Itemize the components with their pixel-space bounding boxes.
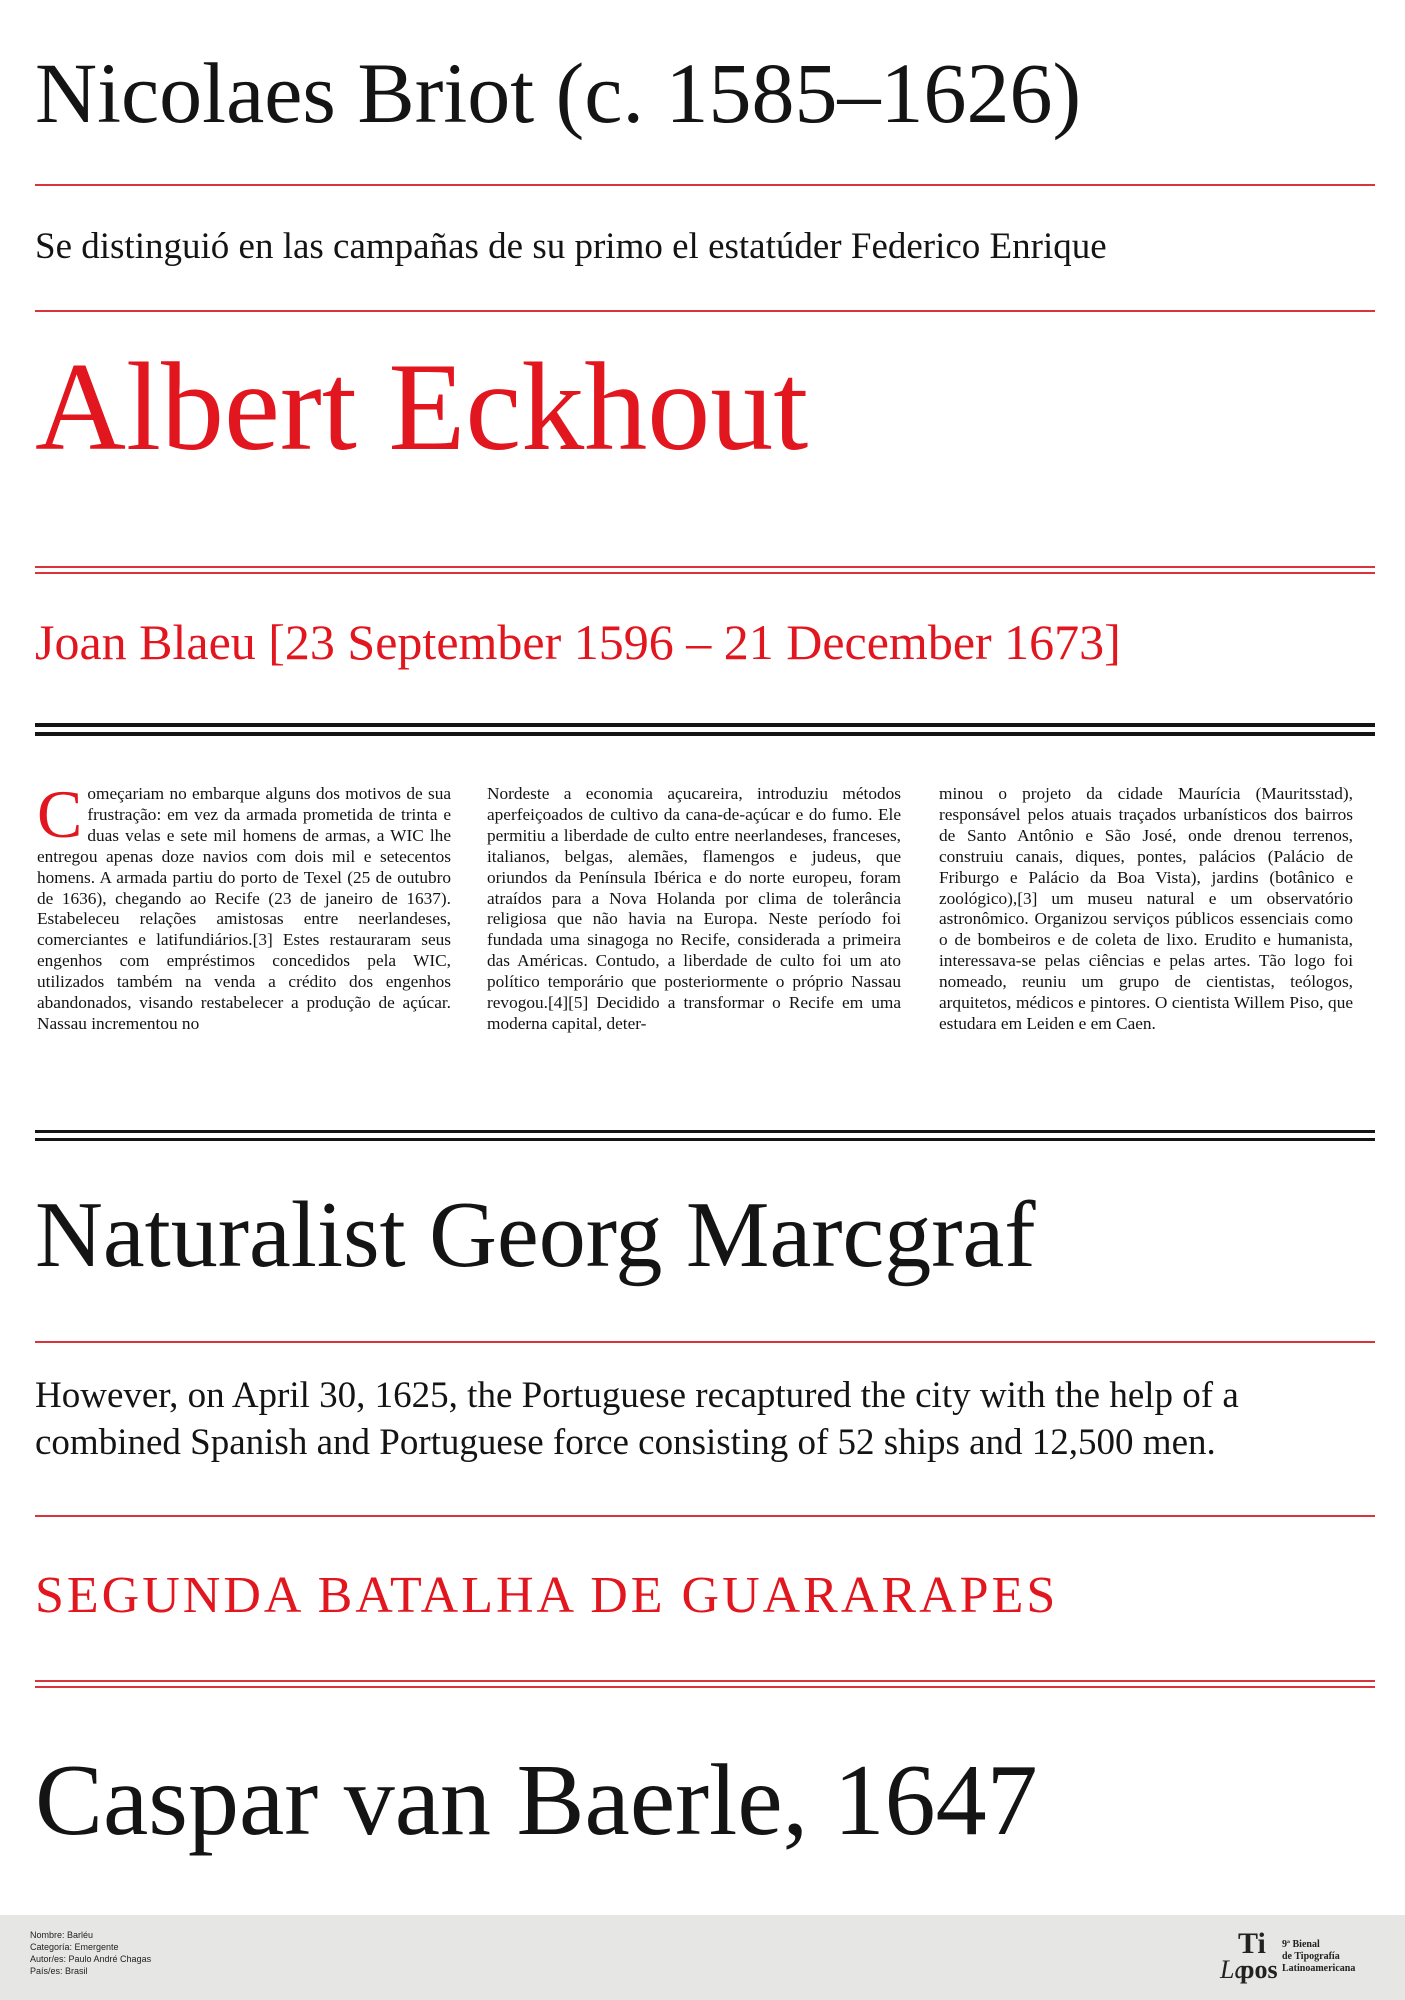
logo-mark-icon — [1218, 1925, 1276, 1987]
logo-line-1: 9ª Bienal — [1282, 1939, 1320, 1950]
credit-author: Autor/es: Paulo André Chagas — [30, 1954, 152, 1964]
drop-cap: C — [37, 776, 83, 852]
bienal-logo — [1218, 1921, 1388, 1993]
text-column-3: minou o projeto da cidade Maurícia (Mauritsstad), responsável pelos atuais traçados urbanísticos dos bairros de Santo Antônio e São José, onde drenou terrenos, construiu canais, diques, pontes, palácios (Palácio de Friburgo e Palácio da Boa Vista), jardins (botânico e zoológico),[3] um museu natural e um observatório astronômico. Organizou serviços públicos essenciais como o de bombeiros e de coleta de lixo. Erudito e humanista, interessava-se pelas ciências e pelas artes. Tão logo foi nomeado, reuniu um grupo de cientistas, teólogos, arquitetos, médicos e pintores. O cientista Willem Piso, que estudara em Leiden e em Caen. — [939, 784, 1353, 1033]
divider-red — [35, 184, 1375, 186]
logo-mark-la: La — [1220, 1955, 1248, 1984]
paragraph-april-1625: However, on April 30, 1625, the Portuguese recaptured the city with the help of a combined Spanish and Portuguese force consisting of 52 ships and 12,500 men. — [35, 1375, 1239, 1463]
divider-black-double — [35, 1130, 1375, 1133]
headline-caspar-van-baerle: Caspar van Baerle, 1647 — [35, 1744, 1038, 1857]
text-column-2: Nordeste a economia açucareira, introduziu métodos aperfeiçoados de cultivo da cana-de-açúcar e do fumo. Ele permitiu a liberdade de culto entre neerlandeses, franceses, italianos, belgas, alemães, flamengos e judeus, que oriundos da Península Ibérica e do norte europeu, foram atraídos para a Nova Holanda por clima de tolerância religiosa que não havia na Europa. Neste período foi fundada uma sinagoga no Recife, considerada a primeira das Américas. Contudo, a liberdade de culto foi um ato político temporário que posteriormente o próprio Nassau revogou.[4][5] Decidido a transformar o Recife em uma moderna capital, deter- — [487, 784, 901, 1033]
text-column-1 — [37, 776, 451, 1035]
headline-albert-eckhout: Albert Eckhout — [35, 338, 809, 477]
divider-red — [35, 1341, 1375, 1343]
credits-block — [30, 1929, 151, 1977]
subtitle-distinguio: Se distinguió en las campañas de su primo el estatúder Federico Enrique — [35, 226, 1107, 267]
divider-red — [35, 1515, 1375, 1517]
credit-country: País/es: Brasil — [30, 1966, 88, 1976]
credit-category: Categoría: Emergente — [30, 1942, 119, 1952]
logo-mark-ti: Ti — [1238, 1927, 1266, 1960]
divider-black-double — [35, 723, 1375, 727]
logo-text — [1282, 1939, 1355, 1975]
headline-nicolaes-briot: Nicolaes Briot (c. 1585–1626) — [35, 45, 1082, 141]
divider-red — [35, 310, 1375, 312]
footer-bar — [0, 1915, 1405, 2000]
divider-red-double — [35, 1680, 1375, 1682]
logo-line-2: de Tipografía — [1282, 1951, 1340, 1962]
heading-segunda-batalha: SEGUNDA BATALHA DE GUARARAPES — [35, 1567, 1059, 1624]
subtitle-joan-blaeu: Joan Blaeu [23 September 1596 – 21 December 1673] — [35, 614, 1121, 670]
headline-georg-marcgraf: Naturalist Georg Marcgraf — [35, 1183, 1036, 1287]
column-1-text: omeçariam no embarque alguns dos motivos de sua frustração: em vez da armada prometida de trinta e duas velas e sete mil homens de armas, a WIC lhe entregou apenas doze navios com dois mil e setecentos homens. A armada partiu do porto de Texel (25 de outubro de 1636), chegando ao Recife (23 de janeiro de 1637). Estabeleceu relações amistosas entre neerlandeses, comerciantes e latifundiários.[3] Estes restauraram seus engenhos com empréstimos concedidos pela WIC, utilizados também na venda a crédito dos engenhos abandonados, visando restabelecer a produção de açúcar. Nassau incrementou no — [37, 784, 451, 1033]
divider-red-double — [35, 566, 1375, 568]
credit-name: Nombre: Barléu — [30, 1930, 94, 1940]
logo-mark-pos: pos — [1240, 1955, 1278, 1984]
logo-line-3: Latinoamericana — [1282, 1963, 1356, 1974]
